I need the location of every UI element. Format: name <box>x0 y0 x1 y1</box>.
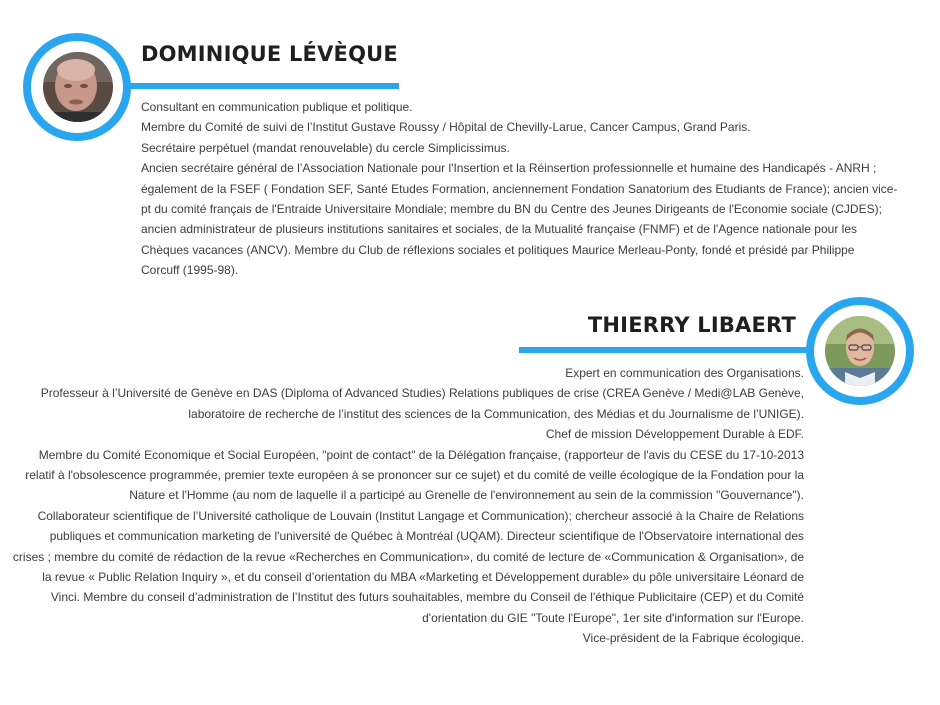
bio-line: Vinci. Membre du conseil d’administration de l’Institut des futurs souhaitables, membre du Conseil de l'éthique Publicitaire (CEP) et du Comité <box>50 590 804 605</box>
bio-line: Corcuff (1995-98). <box>141 263 239 278</box>
avatar-dominique-leveque <box>43 52 113 122</box>
bio-line: Collaborateur scientifique de l’Université catholique de Louvain (Institut Langage et Communication); chercheur associé à la Chaire de Relations <box>37 508 804 523</box>
bio-line: Nature et l'Homme (au nom de laquelle il a participé au Grenelle de l'environnement au sein de la commission "Gouvernance"). <box>129 488 804 503</box>
bio-line: Expert en communication des Organisations. <box>565 366 804 380</box>
bio-line: également de la FSEF ( Fondation SEF, Santé Etudes Formation, anciennement Fondation Sanatorium des Etudiants de France); ancien vice- <box>141 181 898 196</box>
bio-line: Consultant en communication publique et politique. <box>141 100 413 114</box>
bio-line: publiques et communication marketing de l'université de Québec à Montréal (UQAM). Directeur scientifique de l'Observatoire international des <box>49 529 804 544</box>
bio-line: Membre du Comité Economique et Social Européen, "point de contact" de la Délégation française, (rapporteur de l'avis du CESE du 17-10-2013 <box>38 447 804 462</box>
bio-line: d'orientation du GIE "Toute l'Europe", 1er site d'information sur l'Europe. <box>422 610 804 625</box>
bio-line: Membre du Comité de suivi de l’Institut Gustave Roussy / Hôpital de Chevilly-Larue, Cancer Campus, Grand Paris. <box>141 120 751 135</box>
bio-line: relatif à l'obsolescence programmée, premier texte européen à se prononcer sur ce sujet) et du comité de veille écologique de la Fondation pour la <box>25 468 804 483</box>
bio-line: Secrétaire perpétuel (mandat renouvelable) du cercle Simplicissimus. <box>141 140 510 155</box>
person-name-1: DOMINIQUE LÉVÈQUE <box>141 42 398 66</box>
bio-thierry-libaert <box>13 363 804 649</box>
bio-line: Chèques vacances (ANCV). Membre du Club de réflexions sociales et politiques Maurice Merleau-Ponty, fondé et présidé par Philippe <box>141 242 855 257</box>
bio-line: ancien administrateur de plusieurs institutions sanitaires et sociales, de la Mutualité française (FNMF) et de l'Agence nationale pour les <box>141 222 857 237</box>
bio-line: Chef de mission Développement Durable à EDF. <box>545 427 804 442</box>
bio-dominique-leveque <box>141 97 897 281</box>
bio-line: Ancien secrétaire général de l’Association Nationale pour l'Insertion et la Réinsertion professionnelle et humaine des Handicapés - ANRH ; <box>141 161 877 176</box>
person-name-2: THIERRY LIBAERT <box>587 313 796 337</box>
bio-line: pt du comité français de l'Entraide Universitaire Mondiale; membre du BN du Centre des Jeunes Dirigeants de l'Economie sociale (CJDES); <box>141 202 882 217</box>
bio-line: laboratoire de recherche de l’institut des sciences de la Communication, des Médias et du Journalisme de l’UNIGE). <box>188 406 804 421</box>
bio-line: la revue « Public Relation Inquiry », et du conseil d’orientation du MBA «Marketing et Développement durable» du pôle universitaire Léonard de <box>42 570 804 585</box>
bio-line: Vice-président de la Fabrique écologique. <box>582 631 804 646</box>
bio-line: Professeur à l’Université de Genève en DAS (Diploma of Advanced Studies) Relations publiques de crise (CREA Genève / Medi@LAB Genève, <box>40 386 804 401</box>
avatar-thierry-libaert <box>825 316 895 386</box>
bio-line: crises ; membre du comité de rédaction de la revue «Recherches en Communication», du comité de lecture de «Communication & Organisation», de <box>12 549 804 564</box>
